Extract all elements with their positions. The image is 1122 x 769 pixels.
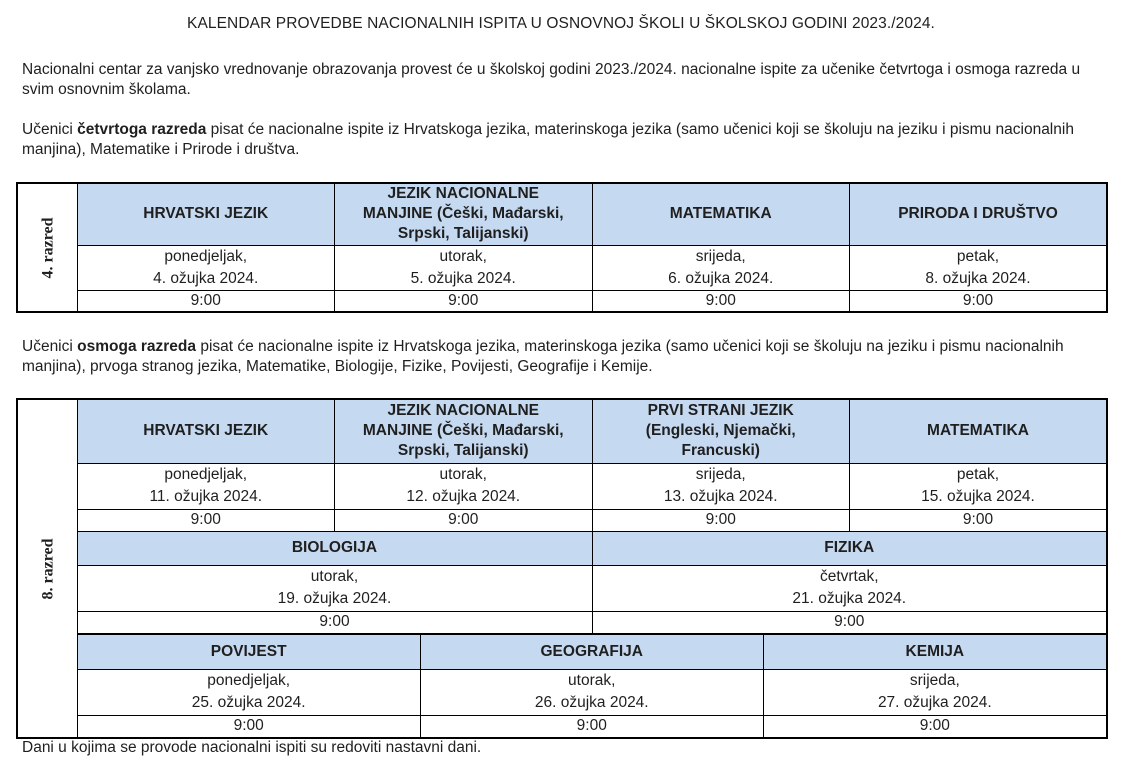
exam-date: 4. ožujka 2024.	[153, 269, 259, 287]
grade8-subject-header: JEZIK NACIONALNE MANJINE (Češki, Mađarski, Srpski, Talijanski)	[335, 399, 593, 463]
exam-day: ponedjeljak,	[164, 466, 248, 483]
grade8-subject-header: FIZIKA	[592, 531, 1107, 565]
grade8-subject-header: MATEMATIKA	[850, 399, 1108, 463]
grade8-subject-header: KEMIJA	[763, 634, 1106, 669]
grade8-exam-date-cell	[763, 669, 1106, 715]
grade4-subject-header: JEZIK NACIONALNE MANJINE (Češki, Mađarski, Srpski, Talijanski)	[335, 183, 593, 245]
exam-day: ponedjeljak,	[164, 247, 248, 265]
grade4-subject-header: MATEMATIKA	[592, 183, 850, 245]
grade8-intro-paragraph	[22, 337, 1102, 377]
exam-day: srijeda,	[695, 247, 746, 265]
exam-day: utorak,	[310, 568, 359, 585]
page-title: KALENDAR PROVEDBE NACIONALNIH ISPITA U OSNOVNOJ ŠKOLI U ŠKOLSKOJ GODINI 2023./2024.	[187, 15, 935, 32]
exam-day: utorak,	[568, 672, 616, 689]
grade8-exam-time: 9:00	[592, 611, 1107, 633]
grade4-exam-date-cell	[850, 245, 1108, 290]
exam-date: 5. ožujka 2024.	[410, 269, 516, 287]
footer-note: Dani u kojima se provode nacionalni ispiti su redoviti nastavni dani.	[22, 739, 482, 756]
exam-day: četvrtak,	[819, 568, 879, 585]
exam-day: ponedjeljak,	[207, 672, 291, 689]
grade8-exam-time: 9:00	[78, 715, 421, 737]
exam-date: 26. ožujka 2024.	[534, 694, 649, 711]
exam-date: 25. ožujka 2024.	[191, 694, 306, 711]
grade8-exam-date-cell	[850, 463, 1108, 509]
grade8-side-label: 8. razred	[39, 537, 57, 600]
grade8-subject-header: HRVATSKI JEZIK	[77, 399, 335, 463]
grade4-exam-time: 9:00	[850, 290, 1108, 312]
grade8-exam-time: 9:00	[335, 509, 593, 531]
grade8-subject-header: POVIJEST	[78, 634, 421, 669]
grade8-exam-date-cell	[335, 463, 593, 509]
exam-day: petak,	[956, 247, 1000, 265]
exam-date: 19. ožujka 2024.	[277, 590, 392, 607]
grade8-exam-time: 9:00	[420, 715, 763, 737]
grade4-intro-post: pisat će nacionalne ispite iz Hrvatskoga jezika, materinskoga jezika (samo učenici koji se školuju na jeziku i pismu nacionalnih manjina), Matematike i Prirode i društva.	[22, 121, 1074, 158]
exam-day: srijeda,	[909, 672, 960, 689]
grade8-exam-time: 9:00	[77, 509, 335, 531]
grade4-exam-date-cell	[592, 245, 850, 290]
grade4-schedule-table	[16, 182, 1108, 313]
grade4-exam-date-cell	[335, 245, 593, 290]
exam-day: srijeda,	[695, 466, 746, 483]
exam-date: 6. ožujka 2024.	[668, 269, 774, 287]
exam-date: 8. ožujka 2024.	[925, 269, 1031, 287]
grade8-subject-header: BIOLOGIJA	[77, 531, 592, 565]
grade8-exam-time: 9:00	[763, 715, 1106, 737]
grade8-exam-date-cell	[420, 669, 763, 715]
grade4-intro-pre: Učenici	[22, 121, 78, 138]
grade8-schedule-table	[16, 398, 1108, 739]
grade8-subject-header: PRVI STRANI JEZIK (Engleski, Njemački, Francuski)	[592, 399, 850, 463]
grade4-intro-paragraph	[22, 120, 1102, 160]
grade8-intro-pre: Učenici	[22, 338, 78, 355]
grade8-exam-date-cell	[77, 463, 335, 509]
intro-paragraph: Nacionalni centar za vanjsko vrednovanje obrazovanja provest će u školskoj godini 2023./2024. nacionalne ispite za učenike četvrtoga i osmoga razreda u svim osnovnim školama.	[22, 61, 1081, 98]
grade4-subject-header: HRVATSKI JEZIK	[77, 183, 335, 245]
exam-day: petak,	[956, 466, 1000, 483]
grade8-exam-time: 9:00	[77, 611, 592, 633]
exam-date: 11. ožujka 2024.	[149, 488, 263, 505]
grade4-side-label-cell	[17, 183, 77, 312]
grade8-side-label-cell	[17, 399, 77, 738]
grade4-exam-time: 9:00	[335, 290, 593, 312]
grade8-exam-date-cell	[77, 565, 592, 611]
exam-date: 12. ožujka 2024.	[406, 488, 521, 505]
grade8-exam-date-cell	[78, 669, 421, 715]
exam-day: utorak,	[439, 247, 487, 265]
grade8-row3-container	[77, 633, 1107, 738]
grade4-intro-bold: četvrtoga razreda	[77, 121, 207, 138]
grade8-subject-header: GEOGRAFIJA	[420, 634, 763, 669]
grade8-exam-date-cell	[592, 463, 850, 509]
exam-day: utorak,	[439, 466, 487, 483]
grade8-intro-bold: osmoga razreda	[77, 338, 197, 355]
exam-date: 13. ožujka 2024.	[663, 488, 778, 505]
grade8-intro-post: pisat će nacionalne ispite iz Hrvatskoga jezika, materinskoga jezika (samo učenici koji se školuju na jeziku i pismu nacionalnih manjina), prvoga stranog jezika, Matematike, Biologije, Fizike, Povijesti, Geografije i Kemije.	[22, 338, 1064, 375]
grade4-subject-header: PRIRODA I DRUŠTVO	[850, 183, 1108, 245]
grade4-side-label: 4. razred	[39, 216, 57, 279]
grade4-exam-time: 9:00	[592, 290, 850, 312]
grade8-exam-time: 9:00	[850, 509, 1108, 531]
grade4-exam-date-cell	[77, 245, 335, 290]
grade8-row3-table	[78, 634, 1107, 738]
grade4-exam-time: 9:00	[77, 290, 335, 312]
grade8-exam-time: 9:00	[592, 509, 850, 531]
exam-date: 21. ožujka 2024.	[792, 590, 907, 607]
grade8-exam-date-cell	[592, 565, 1107, 611]
exam-date: 15. ožujka 2024.	[921, 488, 1035, 505]
exam-date: 27. ožujka 2024.	[877, 694, 992, 711]
